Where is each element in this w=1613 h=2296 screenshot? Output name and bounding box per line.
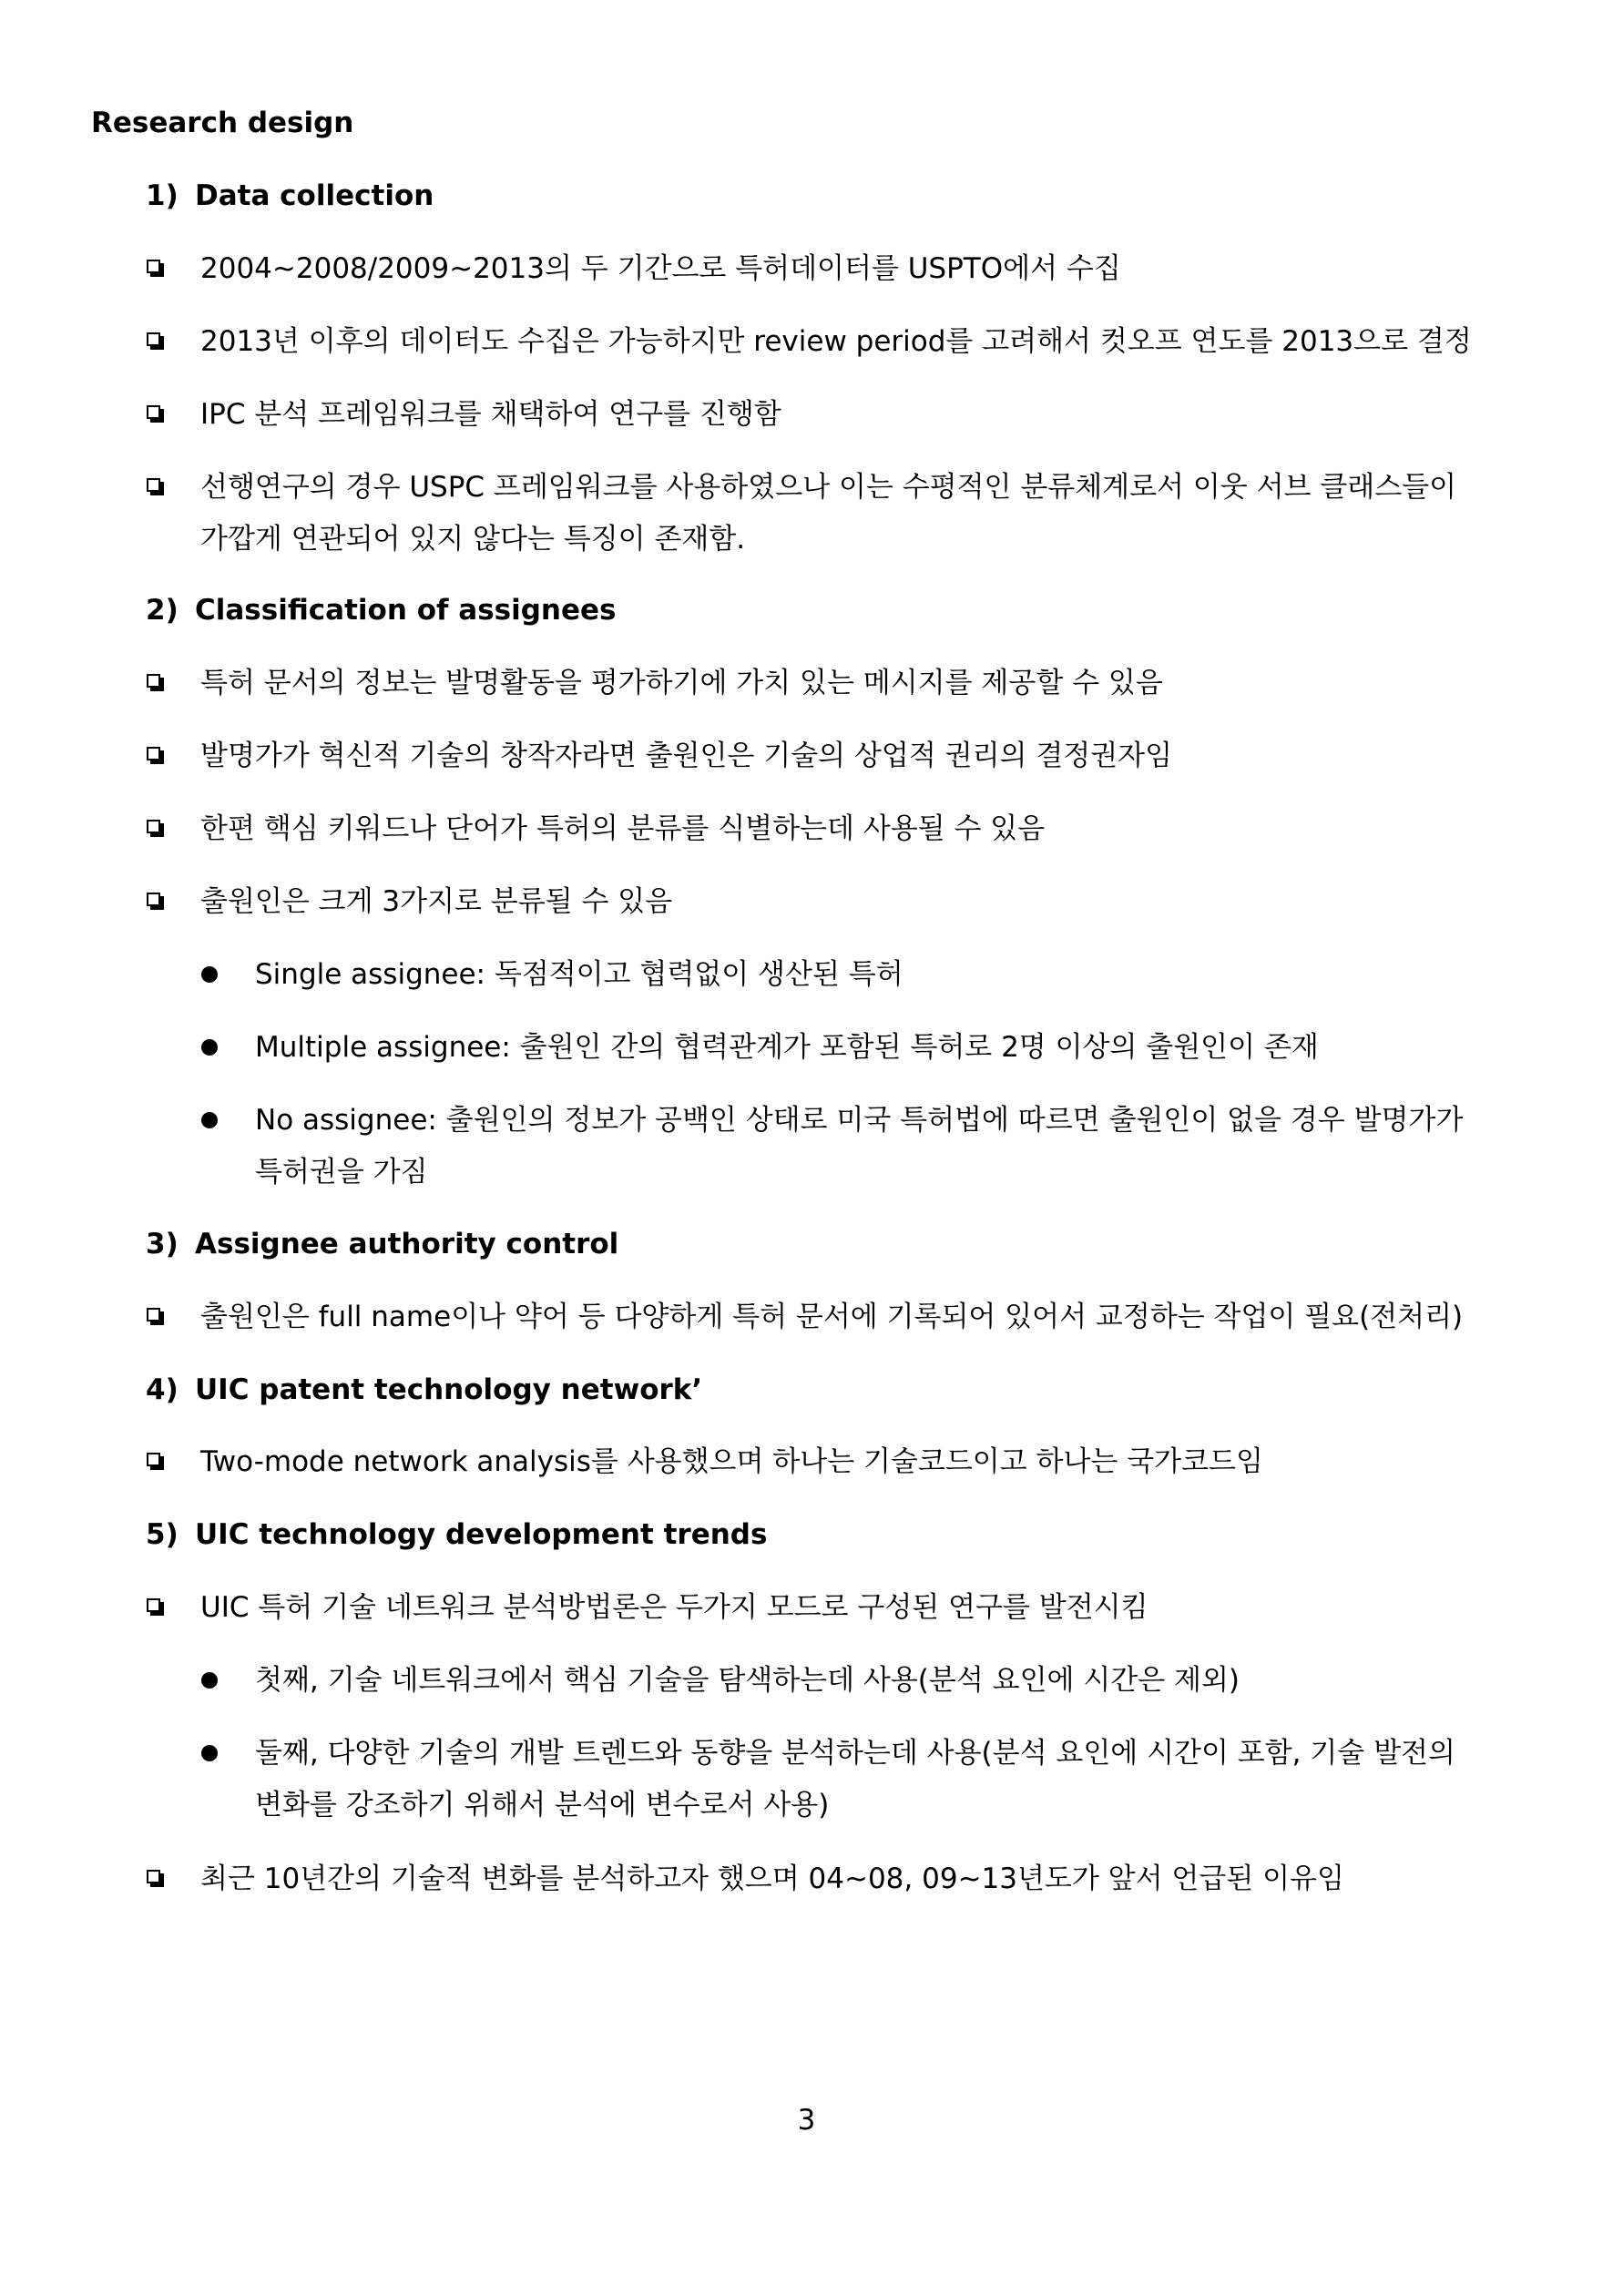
section-heading bbox=[146, 1516, 767, 1553]
bullet-text: 2004~2008/2009~2013의 두 기간으로 특허데이터를 USPTO에서 수집 bbox=[200, 252, 1121, 285]
section-title: Data collection bbox=[195, 179, 434, 212]
section-title: Classification of assignees bbox=[195, 594, 617, 627]
section-heading bbox=[146, 178, 434, 214]
bullet-dot-icon bbox=[201, 1745, 218, 1761]
bullet-dot-icon bbox=[201, 1039, 218, 1056]
bullet-text: 출원인은 크게 3가지로 분류될 수 있음 bbox=[200, 885, 673, 918]
checkbox-bullet-icon bbox=[147, 405, 160, 419]
section-number: 4) bbox=[146, 1373, 179, 1406]
section-number: 1) bbox=[146, 179, 179, 212]
section-number: 3) bbox=[146, 1228, 179, 1260]
section-heading bbox=[146, 1226, 618, 1262]
checkbox-bullet-icon bbox=[147, 332, 160, 346]
checkbox-bullet-icon bbox=[147, 1453, 160, 1466]
page-number: 3 bbox=[797, 2104, 816, 2137]
sub-bullet-text: 첫째, 기술 네트워크에서 핵심 기술을 탐색하는데 사용(분석 요인에 시간은 제외) bbox=[255, 1664, 1240, 1697]
sub-bullet-text: No assignee: 출원인의 정보가 공백인 상태로 미국 특허법에 따르면 출원인이 없을 경우 발명가가 bbox=[255, 1104, 1464, 1137]
bullet-dot-icon bbox=[201, 1112, 218, 1128]
checkbox-bullet-icon bbox=[147, 747, 160, 760]
bullet-text: 한편 핵심 키워드나 단어가 특허의 분류를 식별하는데 사용될 수 있음 bbox=[200, 812, 1046, 845]
checkbox-bullet-icon bbox=[147, 1308, 160, 1321]
sub-bullet-text: 특허권을 가짐 bbox=[255, 1156, 428, 1189]
checkbox-bullet-icon bbox=[147, 478, 160, 492]
bullet-text: 2013년 이후의 데이터도 수집은 가능하지만 review period를 고려해서 컷오프 연도를 2013으로 결정 bbox=[200, 325, 1472, 358]
sub-bullet-text: Single assignee: 독점적이고 협력없이 생산된 특허 bbox=[255, 958, 903, 991]
section-number: 5) bbox=[146, 1518, 179, 1551]
section-title: UIC technology development trends bbox=[195, 1518, 768, 1551]
page-title: Research design bbox=[91, 107, 354, 139]
section-title: UIC patent technology network’ bbox=[195, 1373, 703, 1406]
sub-bullet-text: 둘째, 다양한 기술의 개발 트렌드와 동향을 분석하는데 사용(분석 요인에 시간이 포함, 기술 발전의 bbox=[255, 1737, 1455, 1770]
bullet-text: 출원인은 full name이나 약어 등 다양하게 특허 문서에 기록되어 있어서 교정하는 작업이 필요(전처리) bbox=[200, 1301, 1464, 1333]
bullet-dot-icon bbox=[201, 1672, 218, 1689]
checkbox-bullet-icon bbox=[147, 260, 160, 273]
section-heading bbox=[146, 1372, 702, 1408]
bullet-text: 최근 10년간의 기술적 변화를 분석하고자 했으며 04~08, 09~13년도가 앞서 언급된 이유임 bbox=[200, 1862, 1344, 1895]
checkbox-bullet-icon bbox=[147, 1598, 160, 1612]
section-title: Assignee authority control bbox=[195, 1228, 619, 1260]
checkbox-bullet-icon bbox=[147, 820, 160, 833]
bullet-text: Two-mode network analysis를 사용했으며 하나는 기술코드이고 하나는 국가코드임 bbox=[200, 1445, 1263, 1478]
bullet-text: UIC 특허 기술 네트워크 분석방법론은 두가지 모드로 구성된 연구를 발전시킴 bbox=[200, 1591, 1148, 1624]
section-number: 2) bbox=[146, 594, 179, 627]
bullet-text: 특허 문서의 정보는 발명활동을 평가하기에 가치 있는 메시지를 제공할 수 있음 bbox=[200, 667, 1163, 699]
bullet-text: 발명가가 혁신적 기술의 창작자라면 출원인은 기술의 상업적 권리의 결정권자임 bbox=[200, 740, 1173, 772]
bullet-dot-icon bbox=[201, 966, 218, 983]
bullet-text: IPC 분석 프레임워크를 채택하여 연구를 진행함 bbox=[200, 398, 781, 431]
sub-bullet-text: 변화를 강조하기 위해서 분석에 변수로서 사용) bbox=[255, 1789, 830, 1821]
bullet-text: 선행연구의 경우 USPC 프레임워크를 사용하였으나 이는 수평적인 분류체계로서 이웃 서브 클래스들이 bbox=[200, 471, 1457, 504]
checkbox-bullet-icon bbox=[147, 674, 160, 688]
checkbox-bullet-icon bbox=[147, 1870, 160, 1883]
bullet-text: 가깝게 연관되어 있지 않다는 특징이 존재함. bbox=[200, 523, 746, 556]
section-heading bbox=[146, 592, 617, 628]
checkbox-bullet-icon bbox=[147, 893, 160, 906]
sub-bullet-text: Multiple assignee: 출원인 간의 협력관계가 포함된 특허로 2명 이상의 출원인이 존재 bbox=[255, 1031, 1319, 1064]
